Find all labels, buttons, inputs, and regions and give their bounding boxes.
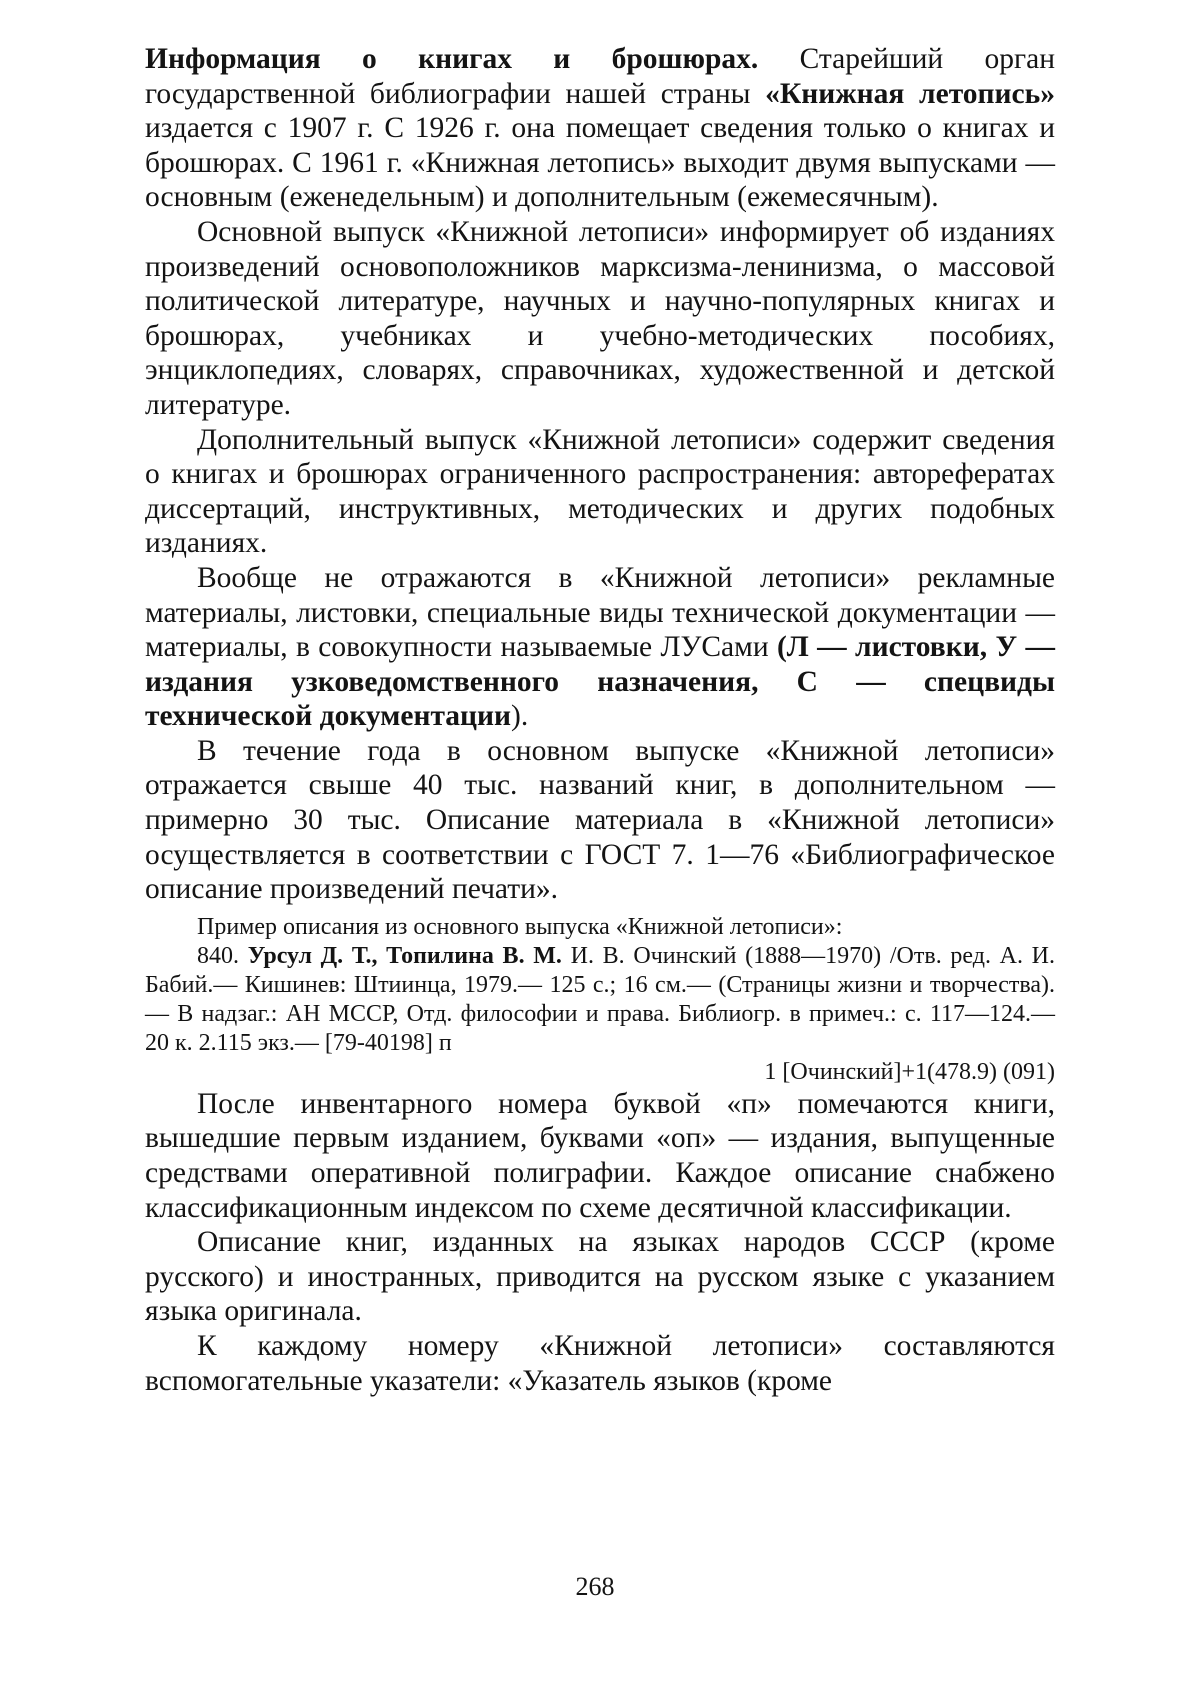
paragraph-5: В течение года в основном выпуске «Книжной летописи» отражается свыше 40 тыс. названий книг, в дополнительном — примерно 30 тыс. Описание материала в «Книжной летописи» осуществляется в соответствии с ГОСТ 7. 1—76 «Библиографическое описание произведений печати».	[145, 734, 1055, 906]
example-entry	[145, 942, 1055, 1058]
paragraph-1-text-a: Старейший орган государственной библиографии нашей страны	[145, 43, 1055, 110]
paragraph-4-text-a: Вообще не отражаются в «Книжной летописи» рекламные материалы, листовки, специальные виды технической документации — материалы, в совокупности называемые ЛУСами	[145, 561, 1055, 664]
paragraph-heading: Информация о книгах и брошюрах.	[145, 43, 759, 75]
page-number: 268	[575, 1572, 615, 1601]
classification-index: 1 [Очинский]+1(478.9) (091)	[764, 1058, 1055, 1085]
entry-description: И. В. Очинский (1888—1970) /Отв. ред. А. И. Бабий.— Кишинев: Штиинца, 1979.— 125 с.; 16 см.— (Страницы жизни и творчества).— В надзаг.: АН МССР, Отд. философии и права. Библиогр. в примеч.: с. 117—124.— 20 к. 2.115 экз.— [79-40198] п	[145, 942, 1056, 1056]
paragraph-1-text-b: издается с 1907 г. С 1926 г. она помещает сведения только о книгах и брошюрах. С 1961 г. «Книжная летопись» выходит двумя выпусками — основным (еженедельным) и дополнительным (ежемесячным).	[145, 112, 1055, 214]
bibliographic-example	[145, 913, 1055, 1087]
paragraph-8: К каждому номеру «Книжной летописи» составляются вспомогательные указатели: «Указатель языков (кроме	[145, 1330, 1055, 1397]
paragraph-1-title: «Книжная летопись»	[765, 77, 1055, 110]
body-text	[145, 42, 1055, 1398]
paragraph-4	[145, 561, 1055, 734]
entry-authors: Урсул Д. Т., Топилина В. М.	[247, 942, 562, 969]
paragraph-6: После инвентарного номера буквой «п» помечаются книги, вышедшие первым изданием, буквами «оп» — издания, выпущенные средствами оперативной полиграфии. Каждое описание снабжено классификационным индексом по схеме десятичной классификации.	[145, 1087, 1055, 1224]
paragraph-3: Дополнительный выпуск «Книжной летописи» содержит сведения о книгах и брошюрах ограниченного распространения: авторефератах диссертаций, инструктивных, методических и других подобных изданиях.	[145, 423, 1055, 560]
paragraph-4-bold: (Л — листовки, У — издания узковедомственного назначения, С — спецвиды технической документации	[145, 631, 1055, 733]
paragraph-1	[145, 42, 1055, 215]
entry-number: 840.	[197, 942, 239, 969]
paragraph-2: Основной выпуск «Книжной летописи» информирует об изданиях произведений основоположников марксизма-ленинизма, о массовой политической литературе, научных и научно-популярных книгах и брошюрах, учебниках и учебно-методических пособиях, энциклопедиях, словарях, справочниках, художественной и детской литературе.	[145, 215, 1055, 421]
example-intro: Пример описания из основного выпуска «Книжной летописи»:	[197, 913, 843, 940]
paragraph-7: Описание книг, изданных на языках народов СССР (кроме русского) и иностранных, приводится на русском языке с указанием языка оригинала.	[145, 1226, 1055, 1328]
paragraph-4-text-b: ).	[511, 700, 529, 733]
